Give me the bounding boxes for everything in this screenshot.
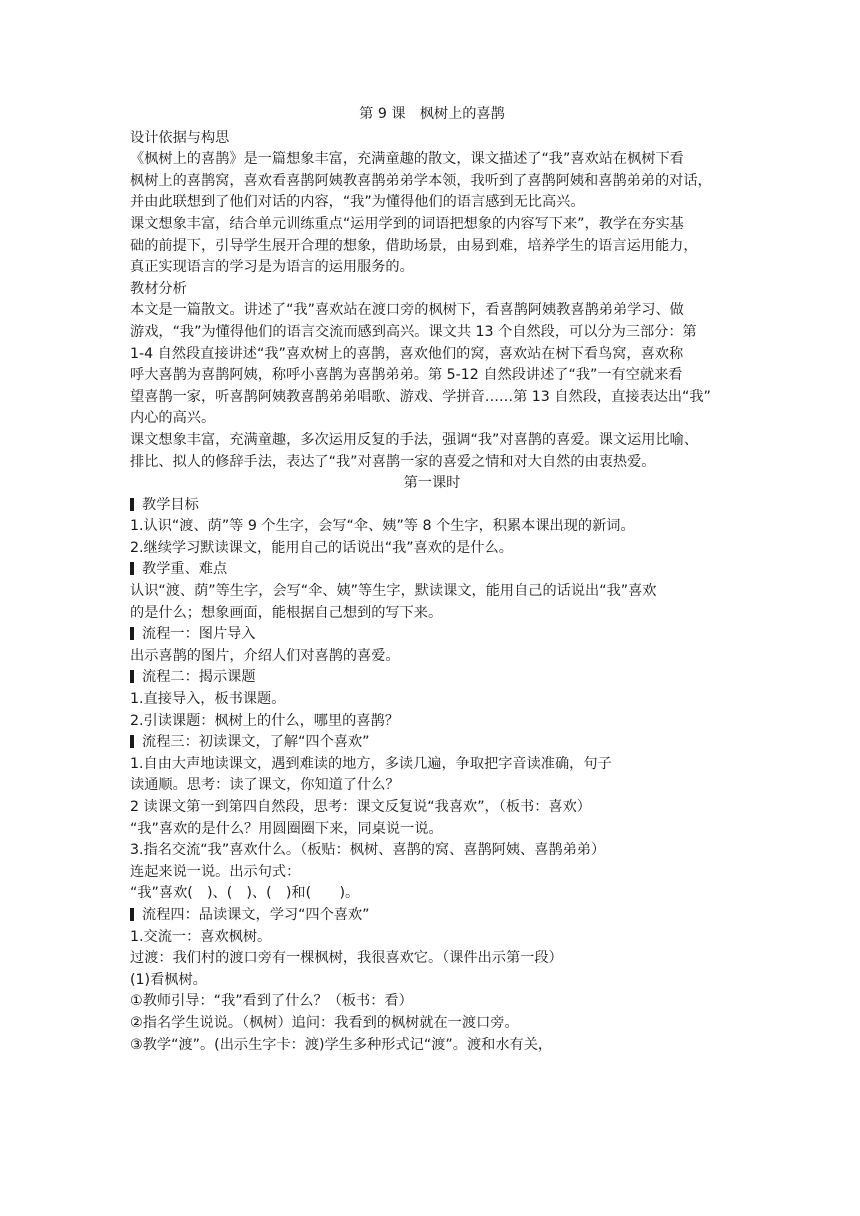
paragraph-line: 内心的高兴。 <box>130 410 216 427</box>
paragraph-line: ③教学“渡”。(出示生字卡：渡)学生多种形式记“渡”。渡和水有关， <box>130 1036 553 1053</box>
paragraph-line: 1-4 自然段直接讲述“我”喜欢树上的喜鹊，喜欢他们的窝，喜欢站在树下看鸟窝，喜欢称 <box>130 345 684 362</box>
paragraph-line: ①教师引导：“我”看到了什么？（板书：看） <box>130 993 413 1010</box>
lesson-title: 第 9 课 枫树上的喜鹊 <box>359 106 505 122</box>
paragraph-line: 排比、拟人的修辞手法，表达了“我”对喜鹊一家的喜爱之情和对大自然的由衷热爱。 <box>130 453 656 470</box>
flow2-heading-text: 流程二：揭示课题 <box>142 669 256 686</box>
bullet-marker <box>130 735 134 748</box>
flow2-heading <box>130 667 734 689</box>
paragraph-line: (1)看枫树。 <box>130 971 207 988</box>
section-heading-design: 设计依据与构思 <box>130 129 230 146</box>
paragraph-line: 读通顺。思考：读了课文，你知道了什么？ <box>130 777 400 794</box>
paragraph-line: 的是什么；想象画面，能根据自己想到的写下来。 <box>130 604 443 621</box>
bullet-marker <box>130 627 134 640</box>
flow4-heading-text: 流程四：品读课文，学习“四个喜欢” <box>142 906 370 923</box>
paragraph-line: 连起来说一说。出示句式： <box>130 863 301 880</box>
paragraph-line: 认识“渡、荫”等生字，会写“伞、姨”等生字，默读课文，能用自己的话说出“我”喜欢 <box>130 583 657 600</box>
paragraph-line: 课文想象丰富，结合单元训练重点“运用学到的词语把想象的内容写下来”，教学在夯实基 <box>130 215 684 232</box>
paragraph-line: 2 读课文第一到第四自然段，思考：课文反复说“我喜欢”，（板书：喜欢） <box>130 799 591 815</box>
flow3-heading-text: 流程三：初读课文，了解“四个喜欢” <box>142 734 370 751</box>
bullet-marker <box>130 562 134 575</box>
paragraph-line: 呼大喜鹊为喜鹊阿姨，称呼小喜鹊为喜鹊弟弟。第 5-12 自然段讲述了“我”一有空就来看 <box>130 367 683 384</box>
paragraph-line: 望喜鹊一家，听喜鹊阿姨教喜鹊弟弟唱歌、游戏、学拼音……第 13 自然段，直接表达出“我” <box>130 388 711 405</box>
bullet-marker <box>130 670 134 683</box>
section-heading-analysis: 教材分析 <box>130 280 187 297</box>
paragraph-line: 并由此联想到了他们对话的内容，“我”为懂得他们的语言感到无比高兴。 <box>130 194 585 211</box>
paragraph-line: 《枫树上的喜鹊》是一篇想象丰富，充满童趣的散文，课文描述了“我”喜欢站在枫树下看 <box>130 151 684 168</box>
flow4-heading <box>130 905 734 927</box>
goals-heading-text: 教学目标 <box>142 496 199 513</box>
bullet-marker <box>130 908 134 921</box>
paragraph-line: 1.自由大声地读课文，遇到难读的地方，多读几遍，争取把字音读准确，句子 <box>130 755 612 772</box>
paragraph-line: 游戏，“我”为懂得他们的语言交流而感到高兴。课文共 13 个自然段，可以分为三部分：第 <box>130 323 697 340</box>
paragraph-line: ②指名学生说说。（枫树）追问：我看到的枫树就在一渡口旁。 <box>130 1014 519 1031</box>
paragraph-line: 过渡：我们村的渡口旁有一棵枫树，我很喜欢它。（课件出示第一段） <box>130 950 563 967</box>
paragraph-line: 2.引读课题：枫树上的什么，哪里的喜鹊？ <box>130 712 399 729</box>
paragraph-line: 3.指名交流“我”喜欢什么。（板贴：枫树、喜鹊的窝、喜鹊阿姨、喜鹊弟弟） <box>130 842 606 859</box>
bullet-marker <box>130 498 134 511</box>
flow1-heading <box>130 624 734 646</box>
keypoints-heading <box>130 559 734 581</box>
paragraph-line: 出示喜鹊的图片，介绍人们对喜鹊的喜爱。 <box>130 647 400 664</box>
goal-item: 1.认识“渡、荫”等 9 个生字，会写“伞、姨”等 8 个生字，积累本课出现的新词。 <box>130 518 635 535</box>
document-page <box>130 104 734 1056</box>
lesson-period-heading: 第一课时 <box>403 475 461 492</box>
paragraph-line: 真正实现语言的学习是为语言的运用服务的。 <box>130 259 414 276</box>
paragraph-line: 1.交流一：喜欢枫树。 <box>130 928 272 945</box>
paragraph-line: 课文想象丰富，充满童趣，多次运用反复的手法，强调“我”对喜鹊的喜爱。课文运用比喻、 <box>130 431 699 448</box>
paragraph-line: “我”喜欢( )、( )、( )和( )。 <box>130 885 360 902</box>
paragraph-line: 本文是一篇散文。讲述了“我”喜欢站在渡口旁的枫树下，看喜鹊阿姨教喜鹊弟弟学习、做 <box>130 302 684 319</box>
flow3-heading <box>130 732 734 754</box>
flow1-heading-text: 流程一：图片导入 <box>142 626 256 643</box>
paragraph-line: 础的前提下，引导学生展开合理的想象，借助场景，由易到难，培养学生的语言运用能力， <box>130 237 698 254</box>
paragraph-line: “我”喜欢的是什么？用圆圈圈下来，同桌说一说。 <box>130 820 443 837</box>
paragraph-line: 1.直接导入，板书课题。 <box>130 691 286 708</box>
keypoints-heading-text: 教学重、难点 <box>142 561 228 578</box>
paragraph-line: 枫树上的喜鹊窝，喜欢看喜鹊阿姨教喜鹊弟弟学本领，我听到了喜鹊阿姨和喜鹊弟弟的对话， <box>130 172 712 189</box>
goal-item: 2.继续学习默读课文，能用自己的话说出“我”喜欢的是什么。 <box>130 539 513 556</box>
goals-heading <box>130 495 734 517</box>
